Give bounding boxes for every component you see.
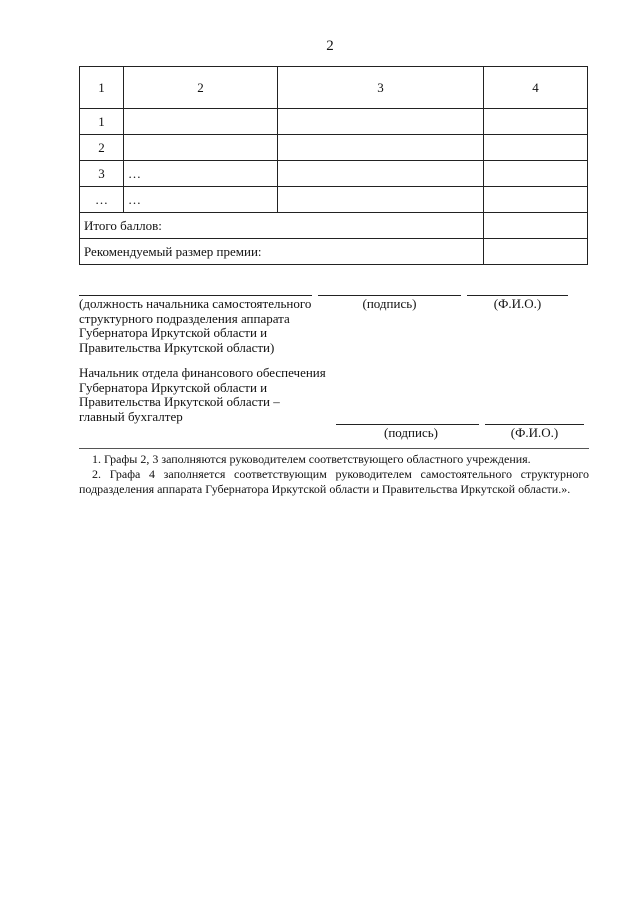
header-col-4: 4 [484, 67, 588, 109]
position-line-text: Правительства Иркутской области – [79, 394, 280, 409]
row-cell-4 [484, 135, 588, 161]
row-number: 1 [80, 109, 124, 135]
premium-row [80, 239, 588, 265]
row-number: … [80, 187, 124, 213]
table-row [80, 187, 588, 213]
position-line-text: Начальник отдела финансового обеспечения [79, 365, 326, 380]
row-cell-2: … [124, 161, 278, 187]
total-label: Итого баллов: [80, 213, 484, 239]
evaluation-table [79, 66, 588, 265]
name-caption-1: (Ф.И.О.) [493, 296, 542, 311]
total-value-cell [484, 213, 588, 239]
total-row [80, 213, 588, 239]
position-line-text: главный бухгалтер [79, 408, 183, 424]
row-cell-3 [278, 109, 484, 135]
position-line-text: Губернатора Иркутской области и [79, 379, 268, 395]
position-line-text: структурного подразделения аппарата [79, 310, 290, 326]
table-header-row [80, 67, 588, 109]
page-number: 2 [326, 38, 334, 54]
row-cell-3 [278, 135, 484, 161]
row-cell-4 [484, 109, 588, 135]
row-cell-2 [124, 109, 278, 135]
row-cell-3 [278, 161, 484, 187]
row-cell-4 [484, 187, 588, 213]
signature-caption-2: (подпись) [384, 425, 438, 440]
header-col-2: 2 [124, 67, 278, 109]
position-title-2 [79, 366, 349, 424]
premium-value-cell [484, 239, 588, 265]
premium-label: Рекомендуемый размер премии: [80, 239, 484, 265]
header-col-1: 1 [80, 67, 124, 109]
row-number: 3 [80, 161, 124, 187]
row-cell-2: … [124, 187, 278, 213]
row-cell-3 [278, 187, 484, 213]
header-col-3: 3 [278, 67, 484, 109]
position-line-text: Губернатора Иркутской области и [79, 325, 268, 340]
position-line-text: Правительства Иркутской области) [79, 339, 275, 355]
row-number: 2 [80, 135, 124, 161]
signature-caption-1: (подпись) [362, 296, 417, 311]
position-title-1 [79, 297, 329, 355]
row-cell-2 [124, 135, 278, 161]
table-row [80, 109, 588, 135]
table-row [80, 161, 588, 187]
position-line-text: (должность начальника самостоятельного [79, 296, 312, 311]
row-cell-4 [484, 161, 588, 187]
notes-divider [79, 448, 589, 449]
note-1: 1. Графы 2, 3 заполняются руководителем соответствующего областного учреждения. [92, 452, 531, 466]
name-caption-2: (Ф.И.О.) [510, 425, 559, 440]
table-row [80, 135, 588, 161]
note-2: 2. Графа 4 заполняется соответствующим руководителем самостоятельного структурного подразделения аппарата Губернатора Иркутской области и Правительства Иркутской области.». [79, 467, 589, 496]
